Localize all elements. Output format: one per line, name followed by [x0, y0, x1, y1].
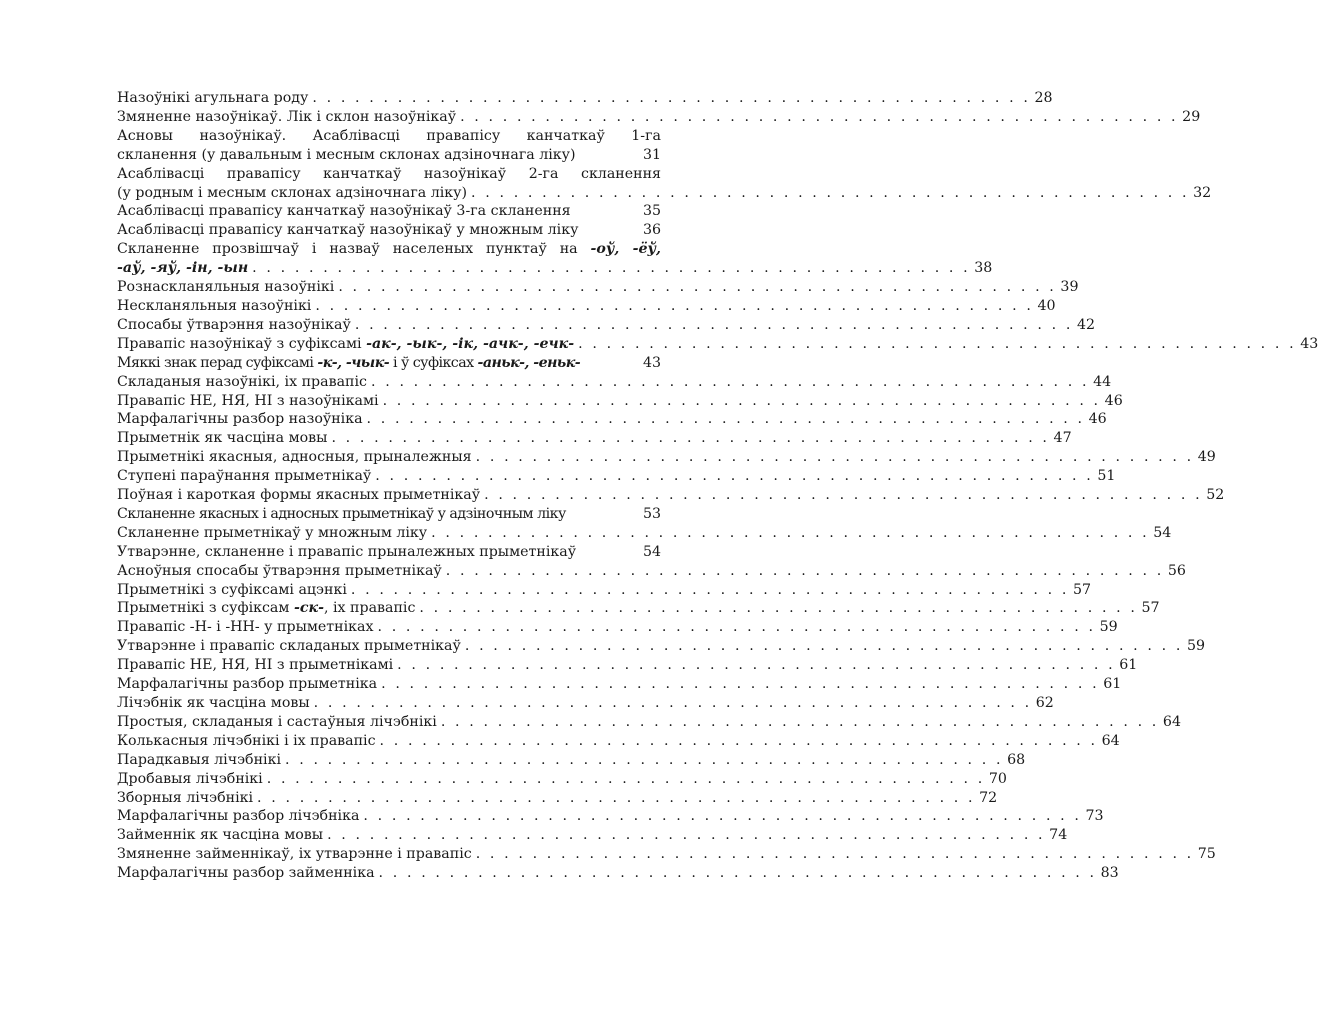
toc-entry-page: 57: [1141, 600, 1160, 617]
toc-entry-page: 74: [1049, 827, 1068, 844]
toc-entry-page: 44: [1093, 373, 1112, 390]
toc-entry[interactable]: [117, 864, 1119, 883]
toc-entry-title: [117, 354, 637, 373]
toc-entry-page: 64: [1101, 732, 1120, 749]
toc-entry-page: 42: [1076, 316, 1096, 333]
toc-entry-title: Ступені параўнання прыметнікаў: [117, 468, 372, 485]
leader-dots: . . . . . . . . . . . . . . . . . . . . . . . . . . . . . . . . . . . . . . . . . . . . . . . . . . .: [313, 695, 1032, 711]
leader-dots: . . . . . . . . . . . . . . . . . . . . . . . . . . . . . . . . . . . . . . . . . . . . . . . . . . .: [371, 373, 1090, 390]
leader-dots: . . . . . . . . . . . . . . . . . . . . . . . . . . . . . . . . . . . . . . . . . . . . . . . . . . .: [257, 789, 976, 806]
leader-dots: . . . . . . . . . . . . . . . . . . . . . . . . . . . . . . . . . . . . . . . . . . . . . . . . . . .: [381, 676, 1100, 693]
toc-entry-page: 56: [1167, 562, 1186, 579]
toc-entry-page: 51: [1097, 468, 1116, 485]
toc-entry-title-text: Скланенне прозвішчаў і назваў населеных пунктаў на: [117, 241, 591, 258]
toc-entry-title: Скланенне якасных і адносных прыметнікаў у адзіночным ліку: [117, 505, 566, 522]
toc-entry-page: 73: [1085, 808, 1104, 825]
toc-entry[interactable]: [117, 240, 993, 278]
leader-dots: . . . . . . . . . . . . . . . . . . . . . . . . . . . . . . . . . . . . . . . . . . . . . . . . . . .: [354, 316, 1073, 333]
toc-entry-title: [117, 599, 415, 618]
toc-entry[interactable]: [117, 637, 1206, 656]
leader-dots: . . . . . . . . . . . . . . . . . . . . . . . . . . . . . . . . . . . . . . . . . . . . . . . . . . .: [484, 487, 1203, 504]
toc-entry-title: Марфалагічны разбор лічэбніка: [117, 808, 360, 825]
toc-entry[interactable]: [117, 467, 1116, 486]
toc-entry-title-text: і ў суфіксах: [389, 354, 478, 371]
toc-entry-title: Простыя, складаныя і састаўныя лічэбнікі: [117, 713, 437, 730]
toc-entry-page: 39: [1060, 279, 1079, 296]
toc-entry[interactable]: [117, 429, 1072, 448]
leader-dots: . . . . . . . . . . . . . . . . . . . . . . . . . . . . . . . . . . . . . . . . . . . . . . . . . . .: [464, 638, 1183, 655]
toc-entry-title: Марфалагічны разбор назоўніка: [117, 411, 363, 428]
toc-entry[interactable]: [117, 543, 661, 562]
toc-entry-page: 54: [642, 543, 661, 560]
toc-entry-page: 61: [1103, 676, 1122, 693]
toc-entry-page: 38: [974, 260, 993, 277]
toc-entry-title: Скланенне прыметнікаў у множным ліку: [117, 524, 428, 541]
leader-dots: . . . . . . . . . . . . . . . . . . . . . . . . . . . . . . . . . . . . . . . . . . . . . . . . . . .: [431, 524, 1150, 541]
toc-entry[interactable]: [117, 127, 661, 165]
toc-entry-title: Займеннік як часціна мовы: [117, 827, 324, 844]
toc-entry-title: Складаныя назоўнікі, іх правапіс: [117, 373, 367, 390]
toc-entry-page: 61: [1119, 657, 1138, 674]
toc-entry-title: Правапіс НЕ, НЯ, НІ з прыметнікамі: [117, 657, 394, 674]
toc-entry[interactable]: [117, 505, 661, 524]
toc-entry[interactable]: [117, 524, 1172, 543]
toc-entry-page: 36: [642, 222, 661, 239]
toc-entry-title: Утварэнне і правапіс складаных прыметнікаў: [117, 638, 461, 655]
toc-entry[interactable]: [117, 335, 1318, 354]
toc-entry[interactable]: [117, 392, 1123, 411]
toc-entry-title: [117, 335, 574, 354]
toc-entry-title: [117, 259, 248, 278]
toc-entry-suffix: -аньк-, -еньк-: [477, 354, 581, 371]
leader-dots: . . . . . . . . . . . . . . . . . . . . . . . . . . . . . . . . . . . . . . . . . . . . . . . . . . .: [578, 335, 1297, 352]
toc-entry-suffix: -аў, -яў, -ін, -ын: [117, 260, 249, 277]
toc-entry-page: 57: [1072, 581, 1092, 598]
toc-entry[interactable]: [117, 373, 1112, 392]
leader-dots: . . . . . . . . . . . . . . . . . . . . . . . . . . . . . . . . . . . . . . . . . . . . . . . . . . .: [252, 260, 971, 277]
toc-entry-suffix: -ск-: [293, 600, 324, 617]
leader-dots: . . . . . . . . . . . . . . . . . . . . . . . . . . . . . . . . . . . . . . . . . . . . . . . . . . .: [445, 562, 1164, 579]
toc-entry-page: 75: [1197, 846, 1216, 863]
toc-entry-title: скланення (у давальным і месным склонах адзіночнага ліку): [117, 146, 576, 163]
toc-entry-title: Колькасныя лічэбнікі і іх правапіс: [117, 732, 376, 749]
leader-dots: . . . . . . . . . . . . . . . . . . . . . . . . . . . . . . . . . . . . . . . . . . . . . . . . . . .: [363, 808, 1082, 825]
toc-entry-page: 83: [1100, 865, 1119, 882]
toc-entry-page: 59: [1099, 619, 1118, 636]
toc-entry-page: 64: [1162, 713, 1181, 730]
leader-dots: . . . . . . . . . . . . . . . . . . . . . . . . . . . . . . . . . . . . . . . . . . . . . . . . . . .: [440, 713, 1159, 730]
toc-entry-suffix: -оў, -ёў,: [590, 241, 661, 258]
toc-entry-title-line1: [117, 240, 661, 259]
leader-dots: . . . . . . . . . . . . . . . . . . . . . . . . . . . . . . . . . . . . . . . . . . . . . . . . . . .: [471, 184, 1190, 201]
toc-entry[interactable]: [117, 448, 1216, 467]
toc-entry[interactable]: [117, 656, 1138, 675]
toc-entry-page: 47: [1053, 430, 1072, 447]
toc-entry-page: 29: [1182, 108, 1201, 125]
toc-entry-title: Поўная і кароткая формы якасных прыметнікаў: [117, 487, 481, 504]
toc-entry[interactable]: [117, 713, 1181, 732]
toc-entry[interactable]: [117, 845, 1216, 864]
toc-entry-title: Змяненне займеннікаў, іх утварэнне і правапіс: [117, 846, 472, 863]
toc-entry[interactable]: [117, 581, 1092, 600]
toc-entry-suffix: -к-, -чык-: [317, 354, 390, 371]
toc-entry-page: 43: [1300, 335, 1318, 352]
toc-entry-title: Прыметнік як часціна мовы: [117, 430, 328, 447]
leader-dots: . . . . . . . . . . . . . . . . . . . . . . . . . . . . . . . . . . . . . . . . . . . . . . . . . . .: [315, 297, 1034, 314]
toc-entry-title: (у родным і месным склонах адзіночнага ліку): [117, 184, 468, 201]
toc-entry-page: 43: [642, 354, 661, 371]
table-of-contents: [117, 89, 1318, 883]
toc-entry-title: Нескланяльныя назоўнікі: [117, 297, 312, 314]
toc-entry-page: 52: [1206, 487, 1225, 504]
toc-entry[interactable]: [117, 751, 1026, 770]
toc-entry-title-text: , іх правапіс: [323, 600, 416, 617]
leader-dots: . . . . . . . . . . . . . . . . . . . . . . . . . . . . . . . . . . . . . . . . . . . . . . . . . . .: [312, 90, 1031, 106]
toc-entry[interactable]: [117, 486, 1225, 505]
toc-entry-title: Прыметнікі з суфіксамі ацэнкі: [117, 581, 347, 598]
toc-entry-title-text: Правапіс назоўнікаў з суфіксамі: [117, 335, 367, 352]
leader-dots: . . . . . . . . . . . . . . . . . . . . . . . . . . . . . . . . . . . . . . . . . . . . . . . . . . .: [331, 430, 1050, 447]
toc-entry-page: 46: [1088, 411, 1107, 428]
toc-entry-title-text: Прыметнікі з суфіксам: [117, 600, 294, 617]
toc-entry-title: Асаблівасці правапісу канчаткаў назоўнікаў у множным ліку: [117, 222, 579, 239]
leader-dots: . . . . . . . . . . . . . . . . . . . . . . . . . . . . . . . . . . . . . . . . . . . . . . . . . . .: [475, 846, 1194, 863]
toc-entry-title: Рознаскланяльныя назоўнікі: [117, 279, 335, 296]
leader-dots: . . . . . . . . . . . . . . . . . . . . . . . . . . . . . . . . . . . . . . . . . . . . . . . . . . .: [382, 392, 1101, 409]
leader-dots: . . . . . . . . . . . . . . . . . . . . . . . . . . . . . . . . . . . . . . . . . . . . . . . . . . .: [285, 751, 1004, 768]
toc-entry[interactable]: [117, 410, 1107, 429]
toc-entry-title: Зборныя лічэбнікі: [117, 789, 254, 806]
toc-entry-page: 72: [979, 789, 998, 806]
leader-dots: . . . . . . . . . . . . . . . . . . . . . . . . . . . . . . . . . . . . . . . . . . . . . . . . . . .: [366, 411, 1085, 428]
leader-dots: . . . . . . . . . . . . . . . . . . . . . . . . . . . . . . . . . . . . . . . . . . . . . . . . . . .: [379, 732, 1098, 749]
toc-entry-title: Асаблівасці правапісу канчаткаў назоўнікаў 3-га скланення: [117, 203, 571, 220]
toc-entry-title: Прыметнікі якасныя, адносныя, прыналежныя: [117, 449, 472, 466]
toc-entry[interactable]: [117, 732, 1120, 751]
toc-entry-title: Правапіс -Н- і -НН- у прыметніках: [117, 619, 374, 636]
toc-entry-page: 40: [1037, 297, 1056, 314]
toc-entry[interactable]: [117, 354, 661, 373]
toc-entry[interactable]: [117, 297, 1056, 316]
toc-entry[interactable]: [117, 694, 1054, 713]
leader-dots: . . . . . . . . . . . . . . . . . . . . . . . . . . . . . . . . . . . . . . . . . . . . . . . . . . .: [266, 770, 985, 787]
toc-entry-title: Парадкавыя лічэбнікі: [117, 751, 281, 768]
leader-dots: . . . . . . . . . . . . . . . . . . . . . . . . . . . . . . . . . . . . . . . . . . . . . . . . . . .: [419, 600, 1138, 617]
toc-entry[interactable]: [117, 826, 1068, 845]
toc-entry-title: Спосабы ўтварэння назоўнікаў: [117, 316, 351, 333]
toc-entry[interactable]: [117, 599, 1160, 618]
toc-entry-page: 53: [642, 505, 661, 522]
toc-entry-page: 28: [1034, 90, 1053, 106]
toc-entry-title: Асноўныя спосабы ўтварэння прыметнікаў: [117, 562, 442, 579]
leader-dots: . . . . . . . . . . . . . . . . . . . . . . . . . . . . . . . . . . . . . . . . . . . . . . . . . . .: [350, 581, 1069, 598]
leader-dots: . . . . . . . . . . . . . . . . . . . . . . . . . . . . . . . . . . . . . . . . . . . . . . . . . . .: [475, 449, 1194, 466]
toc-entry-page: 70: [988, 770, 1007, 787]
leader-dots: . . . . . . . . . . . . . . . . . . . . . . . . . . . . . . . . . . . . . . . . . . . . . . . . . . .: [460, 108, 1179, 125]
toc-entry-title-text: Мяккі знак перад суфіксамі: [117, 354, 318, 371]
toc-entry-page: 54: [1153, 524, 1172, 541]
leader-dots: . . . . . . . . . . . . . . . . . . . . . . . . . . . . . . . . . . . . . . . . . . . . . . . . . . .: [378, 865, 1097, 882]
toc-entry[interactable]: [117, 221, 661, 240]
toc-entry[interactable]: [117, 789, 998, 808]
toc-entry[interactable]: [117, 562, 1186, 581]
toc-entry-title: Марфалагічны разбор прыметніка: [117, 676, 378, 693]
toc-entry-title-line1: Асновы назоўнікаў. Асаблівасці правапісу канчаткаў 1-га: [117, 127, 661, 144]
toc-entry-page: 35: [642, 203, 661, 220]
leader-dots: . . . . . . . . . . . . . . . . . . . . . . . . . . . . . . . . . . . . . . . . . . . . . . . . . . .: [375, 468, 1094, 485]
toc-entry-title: Правапіс НЕ, НЯ, НІ з назоўнікамі: [117, 392, 379, 409]
toc-entry[interactable]: [117, 108, 1201, 127]
toc-entry-page: 46: [1104, 392, 1123, 409]
leader-dots: . . . . . . . . . . . . . . . . . . . . . . . . . . . . . . . . . . . . . . . . . . . . . . . . . . .: [377, 619, 1096, 636]
toc-entry[interactable]: [117, 770, 1007, 789]
toc-entry-page: 59: [1186, 638, 1206, 655]
toc-entry[interactable]: [117, 316, 1096, 335]
toc-entry-title: Назоўнікі агульнага роду: [117, 90, 309, 106]
toc-entry-title: Дробавыя лічэбнікі: [117, 770, 263, 787]
toc-entry[interactable]: [117, 202, 661, 221]
toc-entry[interactable]: [117, 278, 1079, 297]
leader-dots: . . . . . . . . . . . . . . . . . . . . . . . . . . . . . . . . . . . . . . . . . . . . . . . . . . .: [327, 827, 1046, 844]
toc-entry[interactable]: [117, 618, 1118, 637]
toc-entry-page: 32: [1193, 184, 1212, 201]
toc-entry-title: Змяненне назоўнікаў. Лік і склон назоўнікаў: [117, 108, 457, 125]
toc-entry[interactable]: [117, 89, 1053, 108]
toc-entry[interactable]: [117, 675, 1122, 694]
toc-entry-page: 68: [1007, 751, 1026, 768]
toc-entry-page: 31: [642, 146, 661, 163]
toc-entry-title-line1: Асаблівасці правапісу канчаткаў назоўнікаў 2-га скланення: [117, 165, 661, 182]
toc-entry[interactable]: [117, 165, 1212, 203]
toc-entry-page: 62: [1035, 695, 1054, 711]
toc-entry-title: Марфалагічны разбор займенніка: [117, 865, 375, 882]
toc-entry-title: Лічэбнік як часціна мовы: [117, 695, 310, 711]
leader-dots: . . . . . . . . . . . . . . . . . . . . . . . . . . . . . . . . . . . . . . . . . . . . . . . . . . .: [338, 279, 1057, 296]
leader-dots: . . . . . . . . . . . . . . . . . . . . . . . . . . . . . . . . . . . . . . . . . . . . . . . . . . .: [397, 657, 1116, 674]
toc-entry[interactable]: [117, 807, 1104, 826]
toc-entry-title: Утварэнне, скланенне і правапіс прыналежных прыметнікаў: [117, 543, 577, 560]
toc-entry-page: 49: [1197, 449, 1216, 466]
toc-entry-suffix: -ак-, -ык-, -ік, -ачк-, -ечк-: [366, 335, 575, 352]
